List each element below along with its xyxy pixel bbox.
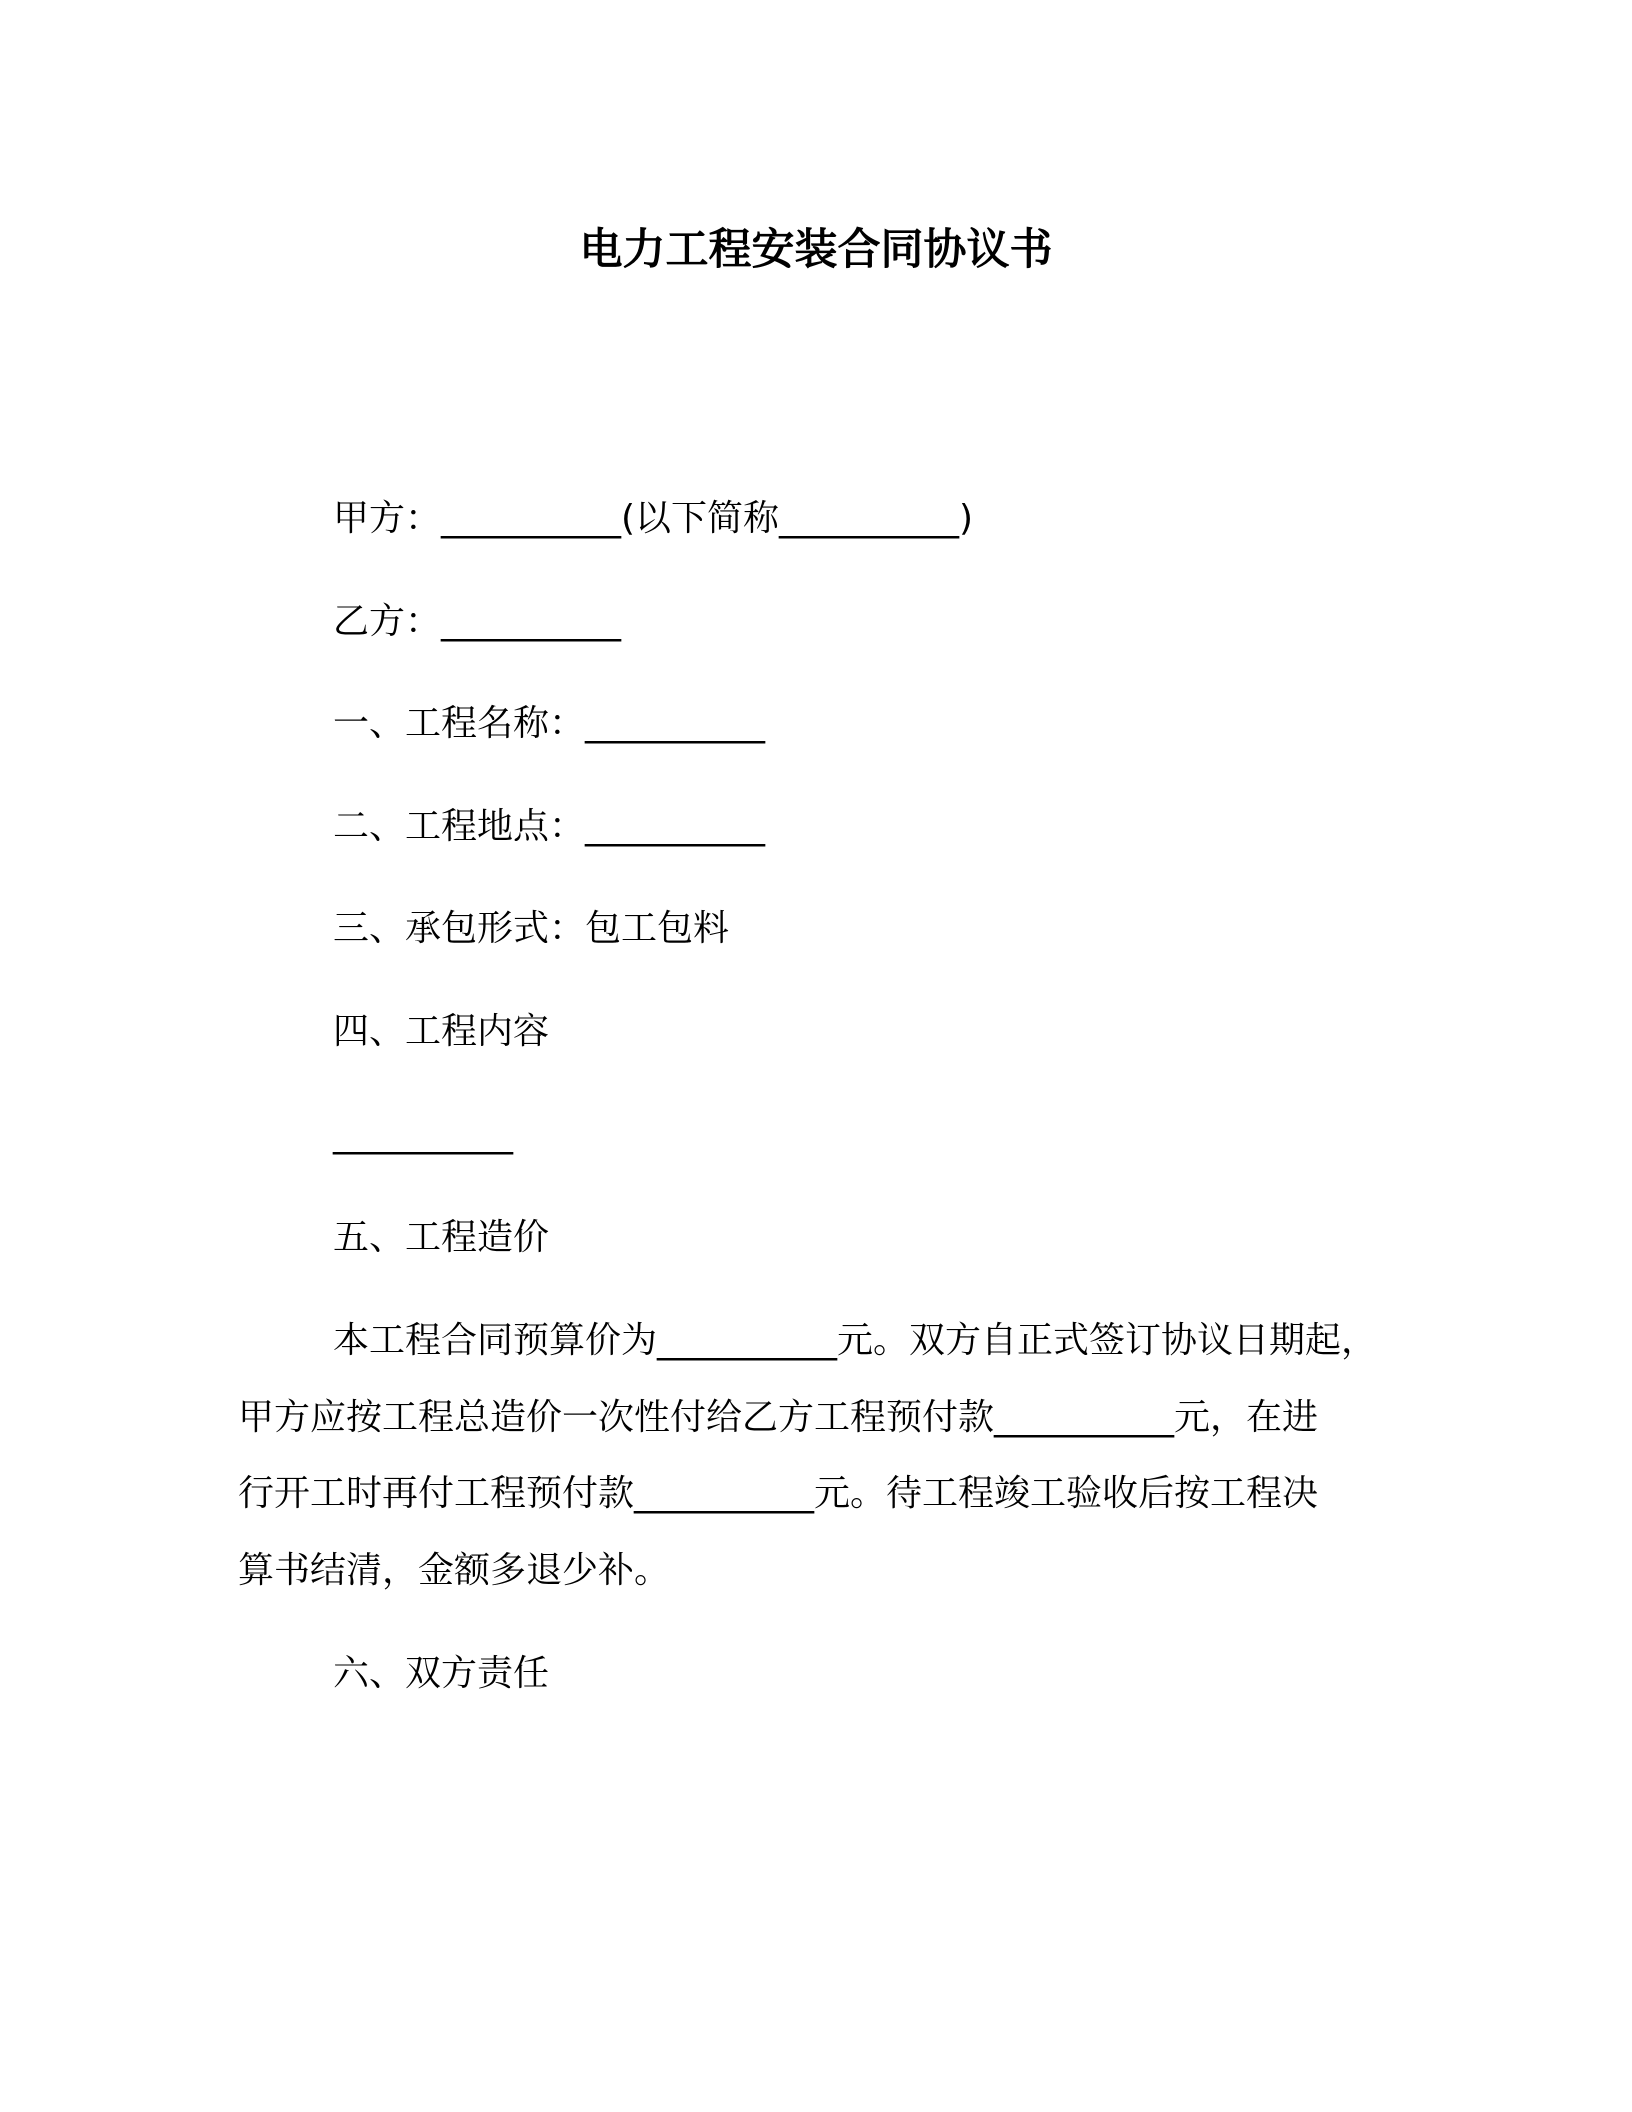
project-content-heading: 四、工程内容 [333, 1011, 550, 1052]
cost-paragraph-line-4: 算书结清，金额多退少补。 [238, 1550, 671, 1591]
responsibilities-heading: 六、双方责任 [333, 1653, 550, 1694]
project-name-line: 一、工程名称：__________ [333, 703, 766, 744]
project-location-line: 二、工程地点：__________ [333, 806, 766, 847]
cost-paragraph-line-3: 行开工时再付工程预付款__________元。待工程竣工验收后按工程决 [238, 1473, 1319, 1514]
cost-paragraph-line-1: 本工程合同预算价为__________元。双方自正式签订协议日期起， [333, 1320, 1378, 1361]
contract-form-line: 三、承包形式：包工包料 [333, 908, 730, 949]
project-content-blank: __________ [333, 1114, 513, 1155]
project-cost-heading: 五、工程造价 [333, 1217, 550, 1258]
cost-paragraph-line-2: 甲方应按工程总造价一次性付给乙方工程预付款__________元，在进 [238, 1397, 1319, 1438]
party-a-line: 甲方：__________(以下简称__________) [333, 498, 974, 539]
document-title: 电力工程安装合同协议书 [579, 225, 1053, 275]
party-b-line: 乙方：__________ [333, 601, 622, 642]
